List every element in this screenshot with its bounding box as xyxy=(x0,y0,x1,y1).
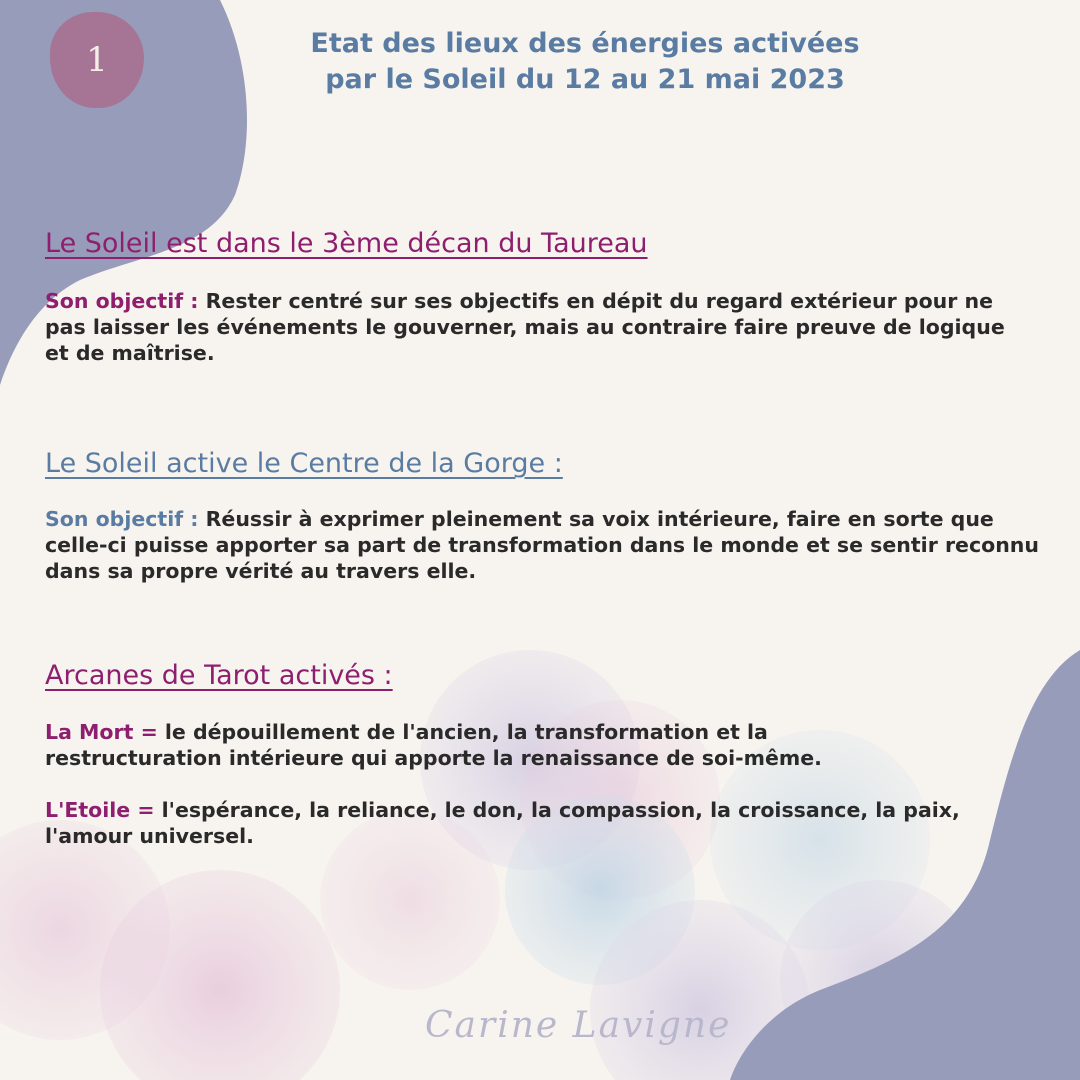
tarot-label: La Mort = xyxy=(45,720,158,744)
objective-label: Son objectif : xyxy=(45,289,199,313)
tarot-item-etoile xyxy=(45,797,995,849)
page-title xyxy=(290,26,880,98)
section-heading-gorge: Le Soleil active le Centre de la Gorge : xyxy=(45,448,563,479)
objective-text: Rester centré sur ses objectifs en dépit du regard extérieur pour ne pas laisser les événements le gouverner, mais au contraire faire preuve de logique et de maîtrise. xyxy=(45,289,1005,365)
section-text-gorge xyxy=(45,506,1045,584)
tarot-text: l'espérance, la reliance, le don, la compassion, la croissance, la paix, l'amour universel. xyxy=(45,798,960,848)
tarot-label: L'Etoile = xyxy=(45,798,155,822)
signature-watermark: Carine Lavigne xyxy=(425,1005,732,1046)
section-heading-decan: Le Soleil est dans le 3ème décan du Taureau xyxy=(45,228,648,259)
tarot-item-la-mort xyxy=(45,719,925,771)
section-heading-tarot: Arcanes de Tarot activés : xyxy=(45,660,393,691)
title-line-1: Etat des lieux des énergies activées xyxy=(310,28,860,59)
page-number-badge: 1 xyxy=(50,12,144,108)
tarot-text: le dépouillement de l'ancien, la transformation et la restructuration intérieure qui apporte la renaissance de soi-même. xyxy=(45,720,822,770)
section-text-decan xyxy=(45,288,1005,366)
objective-text: Réussir à exprimer pleinement sa voix intérieure, faire en sorte que celle-ci puisse apporter sa part de transformation dans le monde et se sentir reconnu dans sa propre vérité au travers elle. xyxy=(45,507,1039,583)
title-line-2: par le Soleil du 12 au 21 mai 2023 xyxy=(325,64,845,95)
objective-label: Son objectif : xyxy=(45,507,199,531)
